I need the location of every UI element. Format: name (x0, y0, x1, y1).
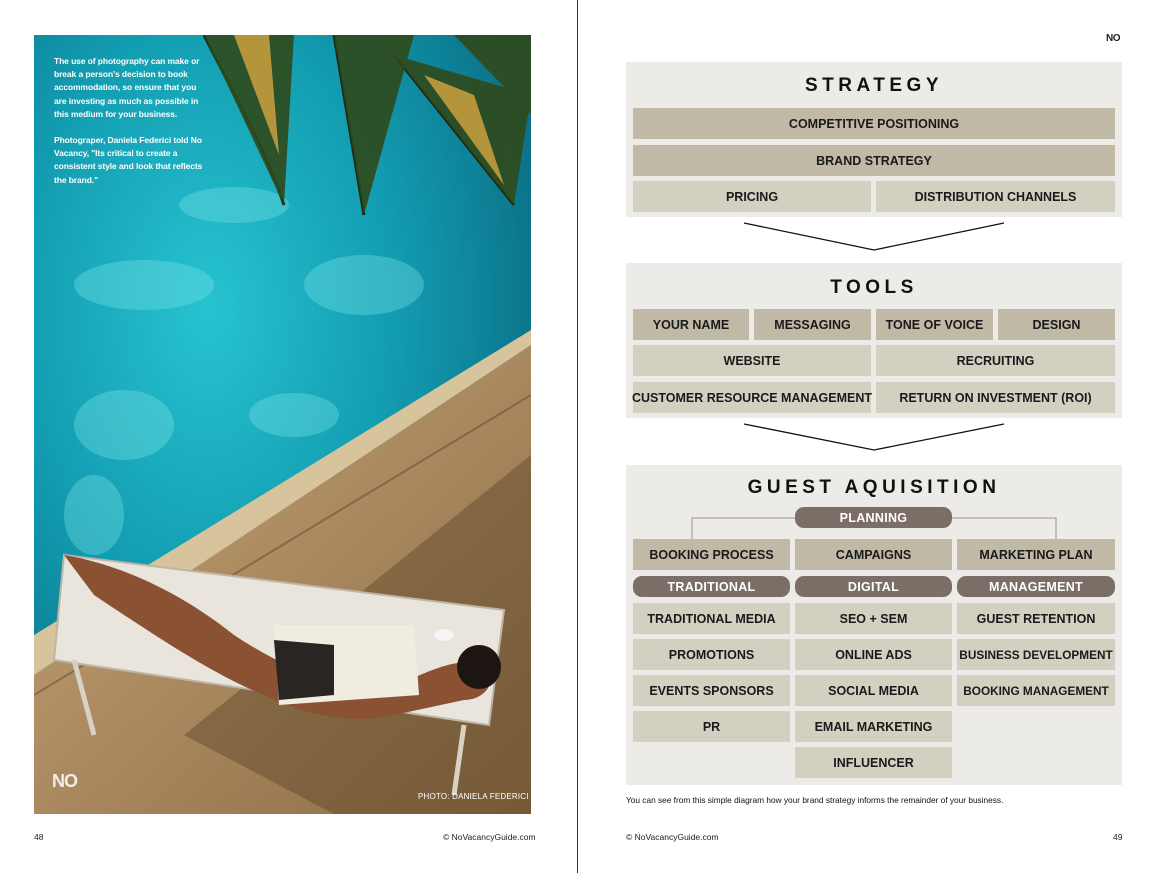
site-footer-left: © NoVacancyGuide.com (443, 832, 536, 842)
column-label-management: MANAGEMENT (957, 576, 1115, 597)
tools-item-recruiting: RECRUITING (876, 345, 1115, 376)
strategy-item-competitive-positioning: COMPETITIVE POSITIONING (633, 108, 1115, 139)
tools-item-tone-of-voice: TONE OF VOICE (876, 309, 993, 340)
photo-caption-paragraph-2: Photograper, Daniela Federici told No Vacancy, "Its critical to create a consistent style and look that reflects the brand." (54, 135, 203, 185)
page-number-left: 48 (34, 832, 44, 842)
strategy-item-distribution-channels: DISTRIBUTION CHANNELS (876, 181, 1115, 212)
strategy-item-brand-strategy: BRAND STRATEGY (633, 145, 1115, 176)
page-spine (577, 0, 578, 873)
no-vacancy-logo: NO (1106, 33, 1120, 44)
management-item-business-development: BUSINESS DEVELOPMENT (957, 639, 1115, 670)
planning-item-campaigns: CAMPAIGNS (795, 539, 952, 570)
site-footer-right: © NoVacancyGuide.com (626, 832, 719, 842)
traditional-item-pr: PR (633, 711, 790, 742)
tools-panel (626, 263, 1122, 418)
traditional-item-traditional-media: TRADITIONAL MEDIA (633, 603, 790, 634)
tools-item-return-on-investment: RETURN ON INVESTMENT (ROI) (876, 382, 1115, 413)
tools-title: TOOLS (830, 277, 918, 298)
planning-label: PLANNING (795, 507, 952, 528)
tools-item-customer-resource-management: CUSTOMER RESOURCE MANAGEMENT (633, 382, 871, 413)
column-label-digital: DIGITAL (795, 576, 952, 597)
photo-credit: PHOTO: DANIELA FEDERICI (418, 792, 529, 801)
diagram-note: You can see from this simple diagram how your brand strategy informs the remainder of your business. (626, 795, 1004, 805)
digital-item-social-media: SOCIAL MEDIA (795, 675, 952, 706)
tools-item-website: WEBSITE (633, 345, 871, 376)
planning-connector (626, 465, 1122, 545)
strategy-item-pricing: PRICING (633, 181, 871, 212)
traditional-item-events-sponsors: EVENTS SPONSORS (633, 675, 790, 706)
no-vacancy-logo-watermark: NO (52, 771, 77, 791)
management-item-booking-management: BOOKING MANAGEMENT (957, 675, 1115, 706)
planning-item-booking-process: BOOKING PROCESS (633, 539, 790, 570)
planning-item-marketing-plan: MARKETING PLAN (957, 539, 1115, 570)
digital-item-online-ads: ONLINE ADS (795, 639, 952, 670)
guest-acquisition-panel (626, 465, 1122, 785)
tools-item-your-name: YOUR NAME (633, 309, 749, 340)
arrow-tools-to-guest (744, 424, 1004, 450)
guest-acquisition-title: GUEST AQUISITION (747, 477, 1001, 498)
strategy-title: STRATEGY (804, 75, 944, 96)
tools-item-messaging: MESSAGING (754, 309, 871, 340)
management-item-guest-retention: GUEST RETENTION (957, 603, 1115, 634)
page-number-right: 49 (1113, 832, 1123, 842)
strategy-panel (626, 62, 1122, 217)
tools-item-design: DESIGN (998, 309, 1115, 340)
digital-item-influencer: INFLUENCER (795, 747, 952, 778)
arrow-strategy-to-tools (744, 223, 1004, 250)
photo-caption-paragraph-1: The use of photography can make or break a person's decision to book accommodation, so ensure that you are investing as much as possible in this medium for your business. (54, 56, 200, 119)
digital-item-seo-sem: SEO + SEM (795, 603, 952, 634)
digital-item-email-marketing: EMAIL MARKETING (795, 711, 952, 742)
column-label-traditional: TRADITIONAL (633, 576, 790, 597)
traditional-item-promotions: PROMOTIONS (633, 639, 790, 670)
